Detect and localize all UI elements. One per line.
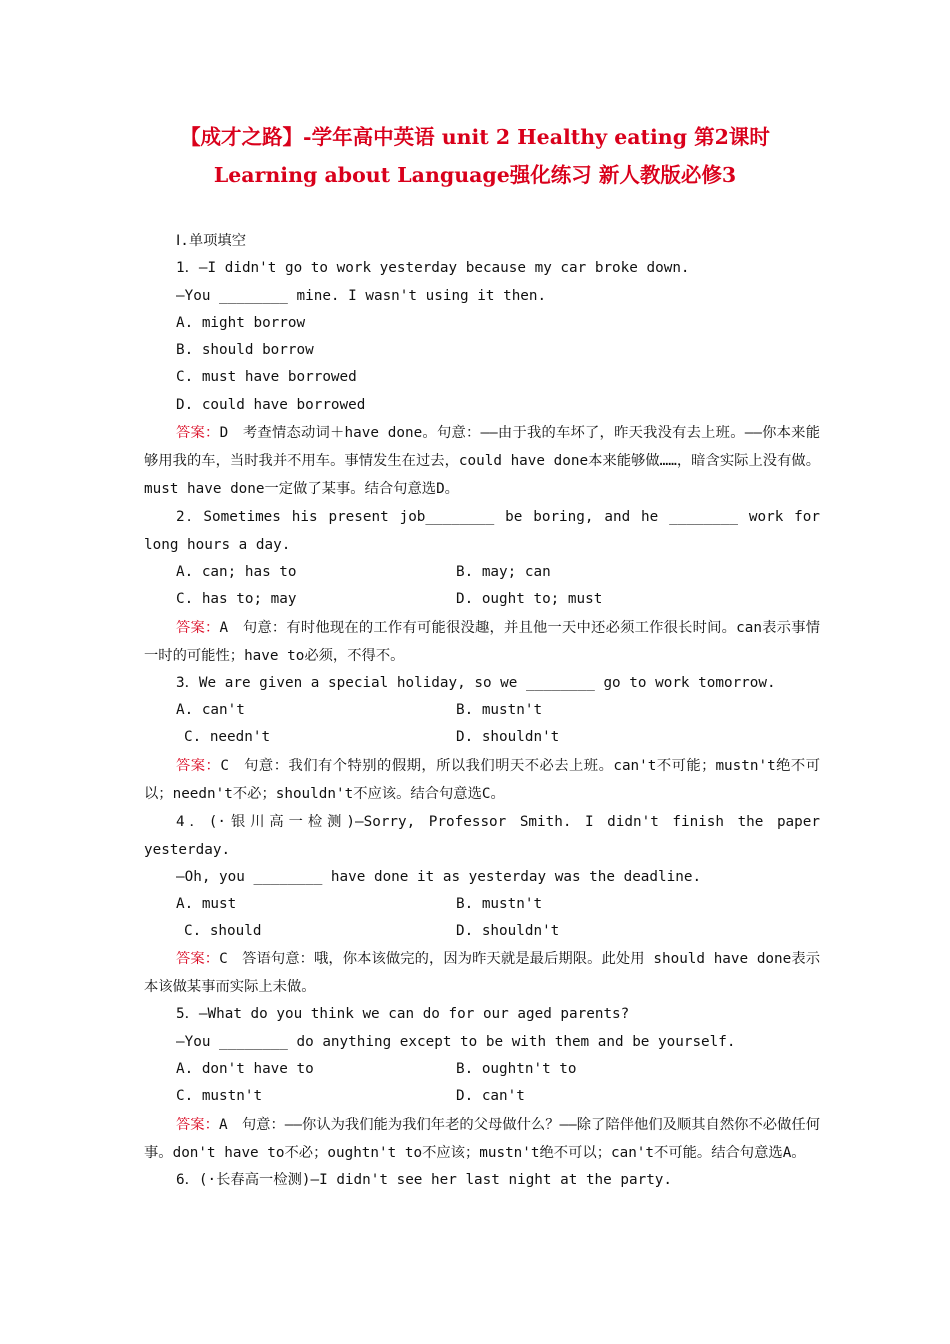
question-4-reply: —Oh, you ________ have done it as yesterday was the deadline. [176, 868, 702, 885]
question-1-answer [144, 419, 820, 503]
question-2-options-row-1 [144, 559, 820, 586]
answer-label: 答案： [176, 951, 220, 968]
question-5-option-b: B. oughtn't to [456, 1061, 577, 1078]
answer-label: 答案： [176, 1116, 219, 1133]
question-4-option-b: B. mustn't [456, 895, 543, 912]
question-5-reply: —You ________ do anything except to be with them and be yourself. [176, 1033, 736, 1050]
question-4-options-row-1 [144, 891, 820, 918]
question-5-answer [144, 1111, 820, 1167]
question-3-option-a: A. can't [176, 701, 245, 718]
question-3-option-d: D. shouldn't [456, 729, 560, 746]
answer-text: D 考查情态动词＋have done。句意：——由于我的车坏了，昨天我没有去上班。——你本来能够用我的车，当时我并不用车。事情发生在过去，could have done本来能够做……，暗含实际上没有做。must have done一定做了某事。结合句意选D。 [144, 425, 820, 498]
question-5-option-d: D. can't [456, 1088, 525, 1105]
section-heading: Ⅰ.单项填空 [176, 233, 247, 249]
question-3-options-row-1 [144, 697, 820, 724]
answer-label: 答案： [176, 619, 220, 636]
question-1-option-a: A. might borrow [176, 314, 306, 331]
question-4-option-c: C. should [184, 923, 262, 940]
exercise-content [144, 228, 820, 1194]
question-2-stem: 2．Sometimes his present job________ be boring, and he ________ work for long hours a day. [144, 509, 820, 554]
answer-label: 答案： [176, 757, 221, 774]
question-6-stem: 6．(·长春高一检测)—I didn't see her last night at the party. [176, 1171, 673, 1188]
question-5-stem: 5．—What do you think we can do for our aged parents? [176, 1006, 630, 1023]
answer-text: C 答语句意：哦，你本该做完的，因为昨天就是最后期限。此处用 should have done表示本该做某事而实际上未做。 [144, 951, 820, 996]
document-title-line-1: 【成才之路】-学年高中英语 unit 2 Healthy eating 第2课时 [180, 125, 770, 149]
question-4-answer [144, 945, 820, 1001]
question-1-stem: 1．—I didn't go to work yesterday because my car broke down. [176, 260, 690, 277]
question-2-options-row-2 [144, 586, 820, 613]
question-1-option-c: C. must have borrowed [176, 369, 357, 386]
question-3-options-row-2 [144, 724, 820, 751]
question-5-option-a: A. don't have to [176, 1061, 314, 1078]
question-5-options-row-1 [144, 1056, 820, 1083]
answer-text: A 句意：有时他现在的工作有可能很没趣，并且他一天中还必须工作很长时间。can表示事情一时的可能性；have to必须，不得不。 [144, 619, 820, 664]
question-3-stem: 3．We are given a special holiday, so we ________ go to work tomorrow. [176, 674, 776, 691]
question-4-stem: 4．(·银川高一检测)—Sorry, Professor Smith. I didn't finish the paper yesterday. [144, 813, 820, 858]
answer-text: C 句意：我们有个特别的假期，所以我们明天不必去上班。can't不可能；mustn't绝不可以；needn't不必；shouldn't不应该。结合句意选C。 [144, 757, 820, 802]
answer-text: A 句意：——你认为我们能为我们年老的父母做什么？——除了陪伴他们及顺其自然你不必做任何事。don't have to不必；oughtn't to不应该；mustn't绝不可以；can't不可能。结合句意选A。 [144, 1116, 821, 1161]
question-2-option-c: C. has to; may [176, 591, 297, 608]
document-title-line-2: Learning about Language强化练习 新人教版必修3 [213, 163, 737, 187]
question-3-answer [144, 752, 820, 808]
question-5-options-row-2 [144, 1083, 820, 1110]
question-1-reply: —You ________ mine. I wasn't using it then. [176, 287, 547, 304]
question-4-option-a: A. must [176, 895, 237, 912]
question-1-option-d: D. could have borrowed [176, 396, 366, 413]
question-3-option-c: C. needn't [184, 729, 271, 746]
question-2-option-b: B. may; can [456, 564, 551, 581]
question-2-option-a: A. can; has to [176, 564, 297, 581]
question-4-options-row-2 [144, 918, 820, 945]
question-2-option-d: D. ought to; must [456, 591, 603, 608]
question-4-option-d: D. shouldn't [456, 923, 560, 940]
question-5-option-c: C. mustn't [176, 1088, 263, 1105]
answer-label: 答案： [176, 425, 220, 442]
question-3-option-b: B. mustn't [456, 701, 543, 718]
question-1-option-b: B. should borrow [176, 342, 314, 359]
question-2-answer [144, 614, 820, 670]
